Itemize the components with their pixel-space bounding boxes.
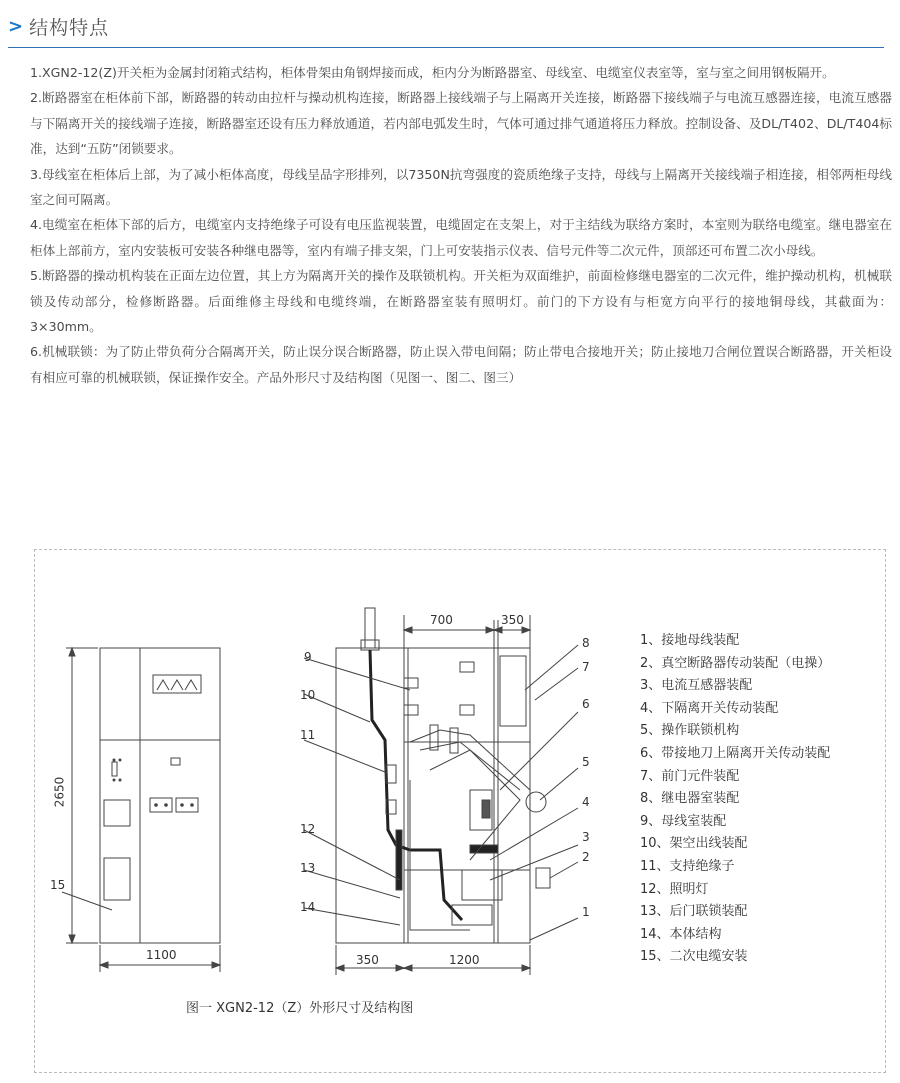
legend-item: 13、后门联锁装配 [640,904,748,920]
dim-label-bottom: 350 [356,953,379,967]
callout-label: 4 [582,795,590,809]
callout-label: 1 [582,905,590,919]
paragraph: 4.电缆室在柜体下部的后方，电缆室内支持绝缘子可设有电压监视装置，电缆固定在支架上，对于主结线为联络方案时，本室则为联络电缆室。继电器室在柜体上部前方，室内安装板可安装各种继电器等，室内有端子排支架，门上可安装指示仪表、信号元件等二次元件，顶部还可布置二次小母线。 [30,217,892,258]
legend-item: 3、电流互感器装配 [640,678,753,694]
paragraph: 1.XGN2-12(Z)开关柜为金属封闭箱式结构，柜体骨架由角钢焊接而成，柜内分为断路器室、母线室、电缆室仪表室等，室与室之间用钢板隔开。 [30,65,835,80]
callout-label: 8 [582,636,590,650]
legend-item: 7、前门元件装配 [640,768,740,784]
callout-label: 14 [300,900,316,914]
callout-label: 2 [582,850,590,864]
dim-label-top: 350 [501,613,524,627]
paragraph: 6.机械联锁：为了防止带负荷分合隔离开关，防止误分误合断路器，防止误入带电间隔；防止带电合接地开关；防止接地刀合闸位置误合断路器，开关柜设有相应可靠的机械联锁，保证操作安全。产品外形尺寸及结构图（见图一、图二、图三） [30,344,892,385]
callout-label: 3 [582,830,590,844]
figure-caption: 图一 XGN2-12（Z）外形尺寸及结构图 [186,1001,414,1016]
legend-item: 1、接地母线装配 [640,633,740,648]
legend-item: 11、支持绝缘子 [640,858,735,874]
legend-list [640,630,830,969]
dim-label-bottom: 1200 [449,953,480,967]
legend-item: 8、继电器室装配 [640,791,740,807]
chevron-right-icon: > [8,16,24,37]
front-view [62,648,220,972]
legend-item: 6、带接地刀上隔离开关传动装配 [640,745,831,761]
paragraph: 5.断路器的操动机构装在正面左边位置，其上方为隔离开关的操作及联锁机构。开关柜为双面维护，前面检修继电器室的二次元件，维护操动机构，机械联锁及传动部分，检修断路器。后面维修主母线和电缆终端，在断路器室装有照明灯。前门的下方设有与柜宽方向平行的接地铜母线，其截面为：3×30mm。 [30,268,892,335]
dim-label-top: 700 [430,613,453,627]
legend-item: 2、真空断路器传动装配（电操） [640,655,831,671]
callout-label: 6 [582,697,590,711]
paragraph: 2.断路器室在柜体前下部，断路器的转动由拉杆与操动机构连接，断路器上接线端子与上隔离开关连接，断路器下接线端子与电流互感器连接，电流互感器与下隔离开关的接线端子连接，断路器室还设有压力释放通道，若内部电弧发生时，气体可通过排气通道将压力释放。控制设备、及DL/T402、DL/T404标准，达到“五防”闭锁要求。 [30,90,892,157]
legend-item: 14、本体结构 [640,926,722,942]
legend-item: 15、二次电缆安装 [640,949,748,965]
callout-label: 7 [582,660,590,674]
legend-item: 12、照明灯 [640,881,709,897]
legend-item: 4、下隔离开关传动装配 [640,700,779,716]
section-title: 结构特点 [29,17,110,39]
dim-label-height: 2650 [52,776,67,808]
callout-label: 5 [582,755,590,769]
side-view [304,608,578,975]
dim-label-width: 1100 [146,948,177,962]
callout-label: 10 [300,688,316,702]
callout-label: 15 [50,878,66,892]
legend-item: 9、母线室装配 [640,813,727,829]
legend-item: 5、操作联锁机构 [640,723,740,739]
callout-label: 9 [304,650,312,664]
paragraph: 3.母线室在柜体后上部，为了减小柜体高度，母线呈品字形排列，以7350N抗弯强度的瓷质绝缘子支持，母线与上隔离开关接线端子相连接，相邻两柜母线室之间可隔离。 [30,166,892,208]
callout-label: 13 [300,861,316,875]
callout-label: 11 [300,728,316,742]
legend-item: 10、架空出线装配 [640,836,748,852]
callout-label: 12 [300,822,316,836]
